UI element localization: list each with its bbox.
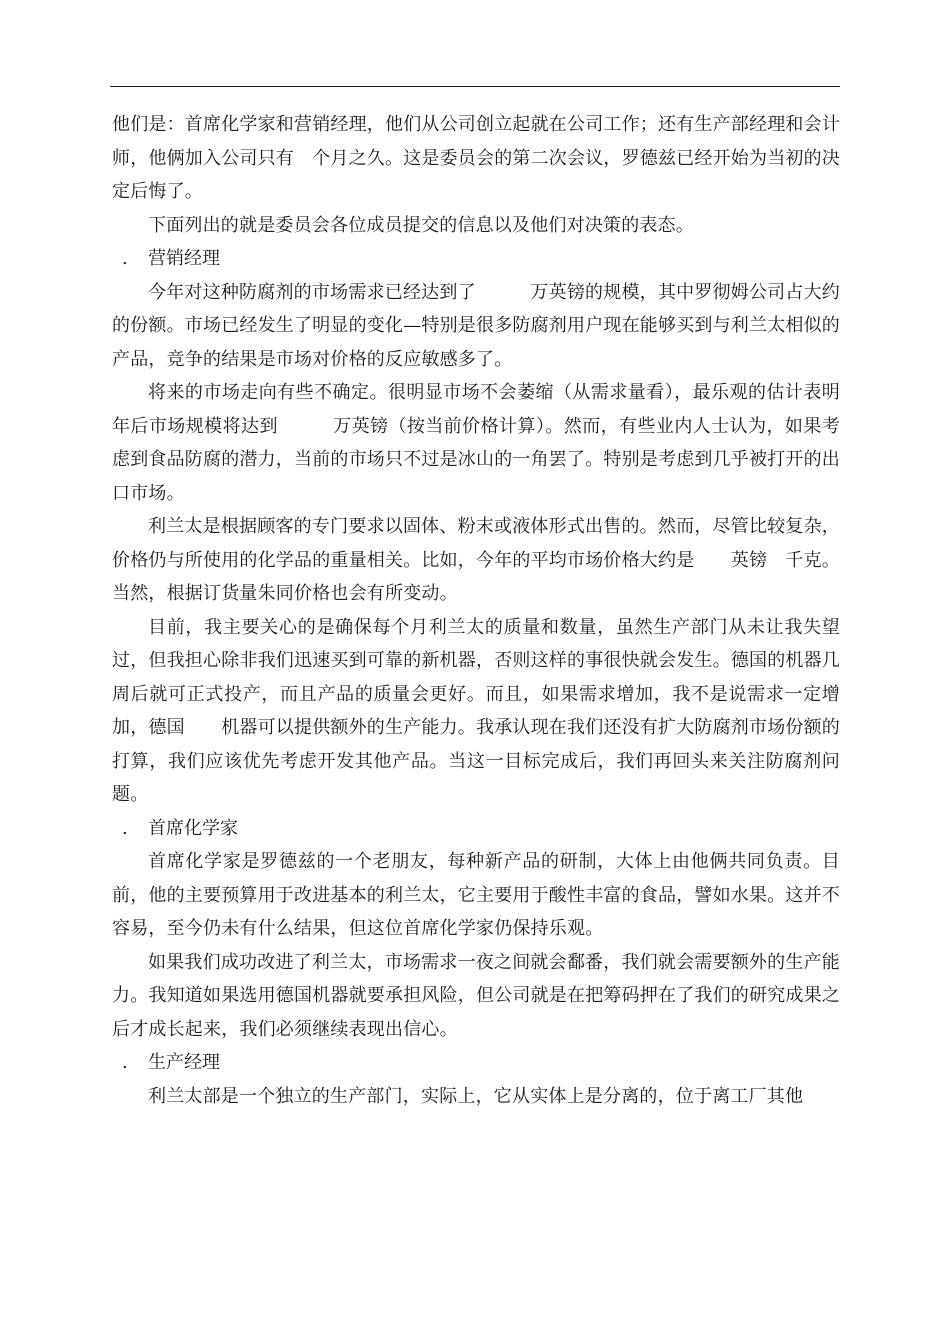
section-heading-label: 首席化学家 bbox=[148, 817, 238, 839]
list-bullet: . bbox=[122, 1052, 128, 1073]
list-bullet: . bbox=[122, 817, 128, 839]
paragraph: 目前，我主要关心的是确保每个月利兰太的质量和数量，虽然生产部门从未让我失望过，但我担心除非我们迅速买到可靠的新机器，否则这样的事很快就会发生。德国的机器几周后就可正式投产，而且产品的质量会更好。而且，如果需求增加，我不是说需求一定增加，德国 机器可以提供额外的生产能力。我承认现在我们还没有扩大防腐剂市场份额的打算，我们应该优先考虑开发其他产品。当这一目标完成后，我们再回头来关注防腐剂问题。 bbox=[112, 616, 840, 805]
list-bullet: . bbox=[122, 248, 128, 269]
paragraph: 如果我们成功改进了利兰太，市场需求一夜之间就会鄱番，我们就会需要额外的生产能力。我知道如果选用德国机器就要承担风险，但公司就是在把筹码押在了我们的研究成果之后才成长起来，我们必须继续表现出信心。 bbox=[112, 951, 840, 1040]
section-heading-label: 营销经理 bbox=[148, 248, 220, 269]
paragraph: 今年对这种防腐剂的市场需求已经达到了 万英镑的规模，其中罗彻姆公司占大约 的份额。市场已经发生了明显的变化—特别是很多防腐剂用户现在能够买到与利兰太相似的产品，竞争的结果是市场对价格的反应敏感多了。 bbox=[112, 281, 877, 370]
section-heading-label: 生产经理 bbox=[148, 1052, 220, 1073]
paragraph: 下面列出的就是委员会各位成员提交的信息以及他们对决策的表态。 bbox=[148, 214, 694, 236]
paragraph: 将来的市场走向有些不确定。很明显市场不会萎缩（从需求量看），最乐观的估计表明 年后市场规模将达到 万英镑（按当前价格计算）。然而，有些业内人士认为，如果考虑到食品防腐的潜力，当前的市场只不过是冰山的一角罢了。特别是考虑到几乎被打开的出口市场。 bbox=[112, 382, 859, 504]
header-rule bbox=[110, 86, 840, 87]
paragraph: 首席化学家是罗德兹的一个老朋友，每种新产品的研制，大体上由他俩共同负责。目前，他的主要预算用于改进基本的利兰太，它主要用于酸性丰富的食品，譬如水果。这并不容易，至今仍未有什么结果，但这位首席化学家仍保持乐观。 bbox=[112, 851, 840, 939]
section-heading-chief-chemist bbox=[112, 812, 840, 846]
paragraph: 利兰太是根据顾客的专门要求以固体、粉末或液体形式出售的。然而，尽管比较复杂，价格仍与所使用的化学品的重量相关。比如，今年的平均市场价格大约是 英镑 千克。当然，根据订货量朱同价格也会有所变动。 bbox=[112, 516, 840, 604]
document-body bbox=[112, 108, 877, 1113]
section-heading-marketing-manager bbox=[112, 242, 840, 276]
paragraph: 他们是：首席化学家和营销经理，他们从公司创立起就在公司工作；还有生产部经理和会计师，他俩加入公司只有 个月之久。这是委员会的第二次会议，罗德兹已经开始为当初的决定后悔了。 bbox=[112, 114, 840, 202]
paragraph: 利兰太部是一个独立的生产部门，实际上，它从实体上是分离的，位于离工厂其他 bbox=[148, 1085, 804, 1107]
section-heading-production-manager bbox=[112, 1046, 840, 1080]
